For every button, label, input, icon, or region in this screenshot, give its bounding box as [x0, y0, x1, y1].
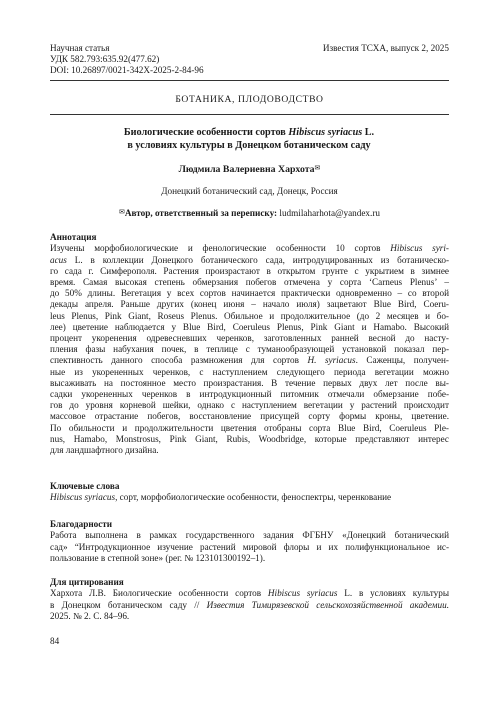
journal-issue: Известия ТСХА, выпуск 2, 2025 [322, 43, 449, 53]
acknowledgements [50, 519, 449, 564]
abstract-line: ные из укорененных черенков, с наступлением следующего периода вегетации можно [50, 366, 449, 377]
abstract-line: acus L. в коллекции Донецкого ботанического сада, интродуцированных из ботаническо- [50, 254, 449, 265]
doi[interactable]: DOI: 10.26897/0021-342X-2025-2-84-96 [50, 65, 204, 76]
keywords-heading: Ключевые слова [50, 481, 120, 491]
header-divider-bottom [50, 114, 449, 115]
abstract-line: высаживать на постоянное место произрастания. В течение первых двух лет после вы- [50, 377, 449, 388]
citation-line: в Донецком ботаническом саду // Известия Тимирязевской сельскохозяйственной академии. [50, 599, 449, 610]
author-email[interactable]: ludmilaharhota@yandex.ru [279, 208, 380, 218]
citation-heading: Для цитирования [50, 577, 124, 587]
abstract-line: для ландшафтного дизайна. [50, 445, 159, 456]
envelope-icon: ✉ [314, 164, 321, 172]
udc-code: УДК 582.793:635.92(477.62) [50, 54, 160, 65]
abstract-heading: Аннотация [50, 232, 97, 242]
abstract-line: процент укоренения одревесневших черенков, заготовленных ранней весной до насту- [50, 333, 449, 344]
abstract-line: leus Plenus, Pink Giant, Roseus Plenus. Обильное и продолжительное (до 2 месяцев и бо- [50, 310, 449, 321]
abstract [50, 232, 449, 456]
acknowledgements-line: сад» “Интродукционное изучение растений мировой флоры и их полифункциональное ис- [50, 541, 449, 552]
header-left [50, 43, 204, 77]
correspondence: ✉Автор, ответственный за переписку: ludmilaharhota@yandex.ru [119, 208, 380, 218]
author-name: Людмила Валериевна Хархота✉ [178, 164, 321, 175]
citation-line: 2025. № 2. С. 84–96. [50, 610, 130, 621]
keywords-text: Hibiscus syriacus, сорт, морфобиологические особенности, феноспектры, черенкование [50, 492, 392, 503]
acknowledgements-heading: Благодарности [50, 519, 113, 529]
article-title: Биологические особенности сортов Hibiscus syriacus L. в условиях культуры в Донецком ботаническом саду [123, 127, 375, 151]
affiliation: Донецкий ботанический сад, Донецк, Россия [161, 186, 338, 196]
abstract-line: декады апреля. Раньше других (конец июня – начало июля) зацветают Blue Bird, Coeru- [50, 299, 449, 310]
header-divider-top [50, 80, 449, 81]
section-title: БОТАНИКА, ПЛОДОВОДСТВО [175, 94, 324, 105]
envelope-icon: ✉ [119, 208, 125, 216]
abstract-line: время. Самая высокая степень обмерзания побегов отмечена у сорта ‘Carneus Plenus’ – [50, 277, 449, 288]
acknowledgements-line: пользование в степной зоне» (рег. № 123101300192–1). [50, 552, 266, 563]
abstract-line: до 50% длины. Вегетация у всех сортов начинается практически одновременно – со второй [50, 288, 449, 299]
article-type: Научная статья [50, 43, 110, 53]
page-number: 84 [50, 636, 60, 646]
abstract-line: пления фазы набухания почек, в теплице с туманообразующей установкой показал пер- [50, 344, 449, 355]
abstract-line: садки укорененных черенков в интродукционный питомник отмечали обмерзание побе- [50, 389, 449, 400]
abstract-line: лее) цветение наблюдается у Blue Bird, Coeruleus Plenus, Pink Giant и Hamabo. Высокий [50, 321, 449, 332]
abstract-line: Изучены морфобиологические и фенологические особенности 10 сортов Hibiscus syri- [50, 243, 449, 254]
abstract-body [50, 243, 449, 456]
keywords [50, 481, 449, 504]
abstract-line: По обильности и продолжительности цветения отобраны сорта Blue Bird, Coeruleus Ple- [50, 422, 449, 433]
abstract-line: спективность данного способа размножения для сортов H. syriacus. Саженцы, получен- [50, 355, 449, 366]
citation-line: Хархота Л.В. Биологические особенности сортов Hibiscus syriacus L. в условиях культуры [50, 588, 450, 599]
acknowledgements-line: Работа выполнена в рамках государственного задания ФГБНУ «Донецкий ботанический [50, 530, 449, 541]
citation [50, 577, 449, 622]
abstract-line: гов до уровня корневой шейки, однако с наступлением вегетации у растений происходит [50, 400, 449, 411]
abstract-line: го сада г. Симферополя. Растения произрастают в открытом грунте с укрытием в зимнее [50, 265, 449, 276]
abstract-line: nus, Hamabo, Monstrosus, Pink Giant, Rubis, Woodbridge, которые представляют интерес [50, 433, 449, 444]
abstract-line: массовое отрастание побегов, восстановление присущей сорту формы кроны, цветение. [50, 411, 449, 422]
